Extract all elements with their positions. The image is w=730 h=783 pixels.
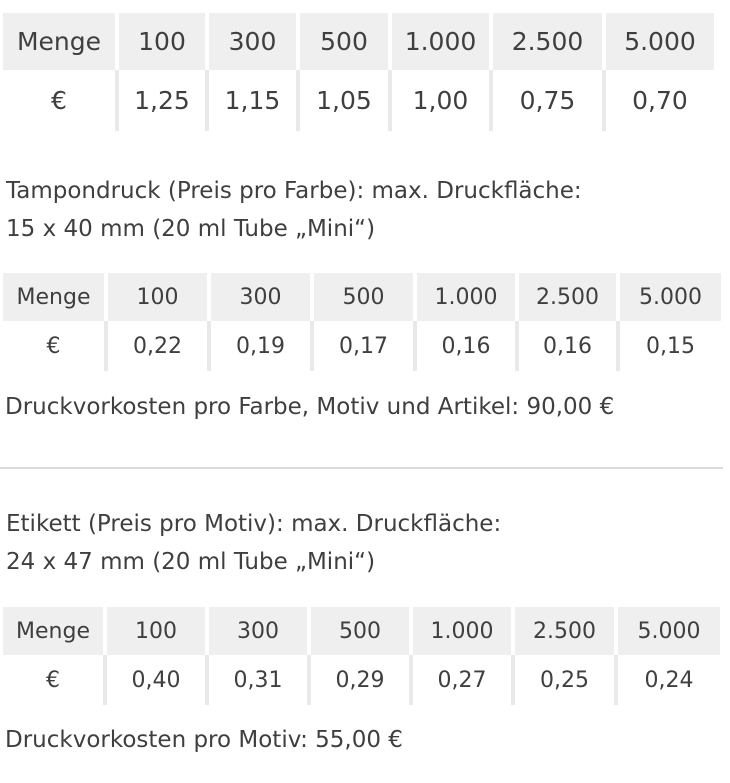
- price-cell: 1,15: [209, 70, 300, 131]
- section-divider: [0, 467, 723, 469]
- currency-cell: €: [3, 655, 107, 705]
- quantity-cell: 300: [211, 273, 314, 321]
- quantity-cell: 300: [209, 607, 311, 655]
- quantity-cell: 1.000: [413, 607, 515, 655]
- price-table-3: [3, 607, 720, 705]
- price-row: [3, 655, 720, 705]
- quantity-cell: 5.000: [620, 273, 721, 321]
- price-cell: 0,70: [632, 86, 688, 115]
- quantity-cell: 100: [119, 13, 209, 70]
- price-cell: 0,75: [493, 70, 606, 131]
- quantity-cell: 5.000: [618, 607, 720, 655]
- price-cell: 1,00: [392, 70, 493, 131]
- heading-line: Tampondruck (Preis pro Farbe): max. Druckfläche:: [6, 178, 582, 204]
- price-cell: 0,24: [644, 667, 694, 693]
- price-table-2: [3, 273, 721, 371]
- heading-line: 24 x 47 mm (20 ml Tube „Mini“): [6, 549, 376, 575]
- price-cell: 0,16: [519, 321, 620, 371]
- section-heading-etikett: [6, 505, 501, 581]
- quantity-cell: 2.500: [515, 607, 618, 655]
- quantity-cell: 300: [209, 13, 300, 70]
- currency-cell: €: [3, 321, 108, 371]
- quantity-header-cell: Menge: [3, 273, 108, 321]
- heading-line: 15 x 40 mm (20 ml Tube „Mini“): [6, 216, 376, 242]
- price-cell: 1,25: [119, 70, 209, 131]
- quantity-cell: 500: [300, 13, 392, 70]
- price-cell: 0,16: [417, 321, 519, 371]
- price-cell: 0,29: [311, 655, 413, 705]
- price-row: [3, 70, 714, 131]
- price-cell: 1,05: [300, 70, 392, 131]
- quantity-cell: 100: [108, 273, 211, 321]
- quantity-cell: 2.500: [493, 13, 606, 70]
- price-cell: 0,22: [108, 321, 211, 371]
- quantity-cell: 500: [314, 273, 417, 321]
- quantity-cell: 5.000: [606, 13, 714, 70]
- quantity-header-cell: Menge: [3, 607, 107, 655]
- price-cell: 0,25: [515, 655, 618, 705]
- price-row: [3, 321, 721, 371]
- price-cell: 0,15: [646, 333, 695, 359]
- quantity-cell: 1.000: [392, 13, 493, 70]
- price-cell: 0,27: [413, 655, 515, 705]
- price-table-1: [3, 13, 714, 131]
- quantity-cell: 100: [107, 607, 209, 655]
- setup-cost-note: Druckvorkosten pro Farbe, Motiv und Artikel: 90,00 €: [5, 394, 615, 420]
- price-cell: 0,17: [314, 321, 417, 371]
- setup-cost-note: Druckvorkosten pro Motiv: 55,00 €: [5, 727, 403, 753]
- currency-cell: €: [3, 70, 119, 131]
- price-cell: 0,40: [107, 655, 209, 705]
- quantity-row: [3, 13, 714, 70]
- quantity-row: [3, 273, 721, 321]
- quantity-header-cell: Menge: [3, 13, 119, 70]
- section-heading-tampondruck: [6, 172, 582, 248]
- price-cell: 0,31: [209, 655, 311, 705]
- heading-line: Etikett (Preis pro Motiv): max. Druckfläche:: [6, 511, 502, 537]
- quantity-row: [3, 607, 720, 655]
- quantity-cell: 1.000: [417, 273, 519, 321]
- quantity-cell: 500: [311, 607, 413, 655]
- quantity-cell: 2.500: [519, 273, 620, 321]
- price-cell: 0,19: [211, 321, 314, 371]
